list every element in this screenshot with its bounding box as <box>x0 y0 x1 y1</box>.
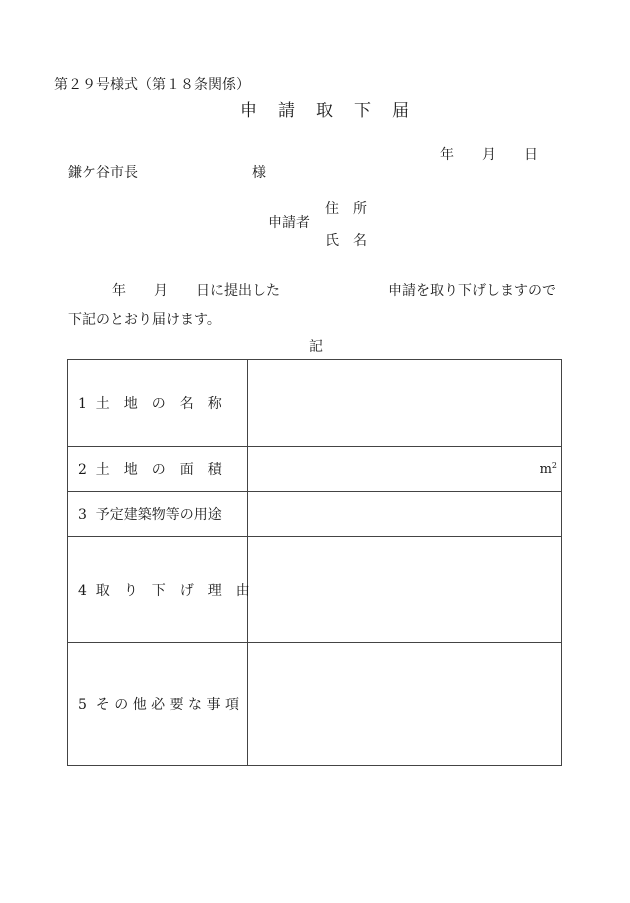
building-use-field[interactable] <box>248 492 562 537</box>
body-text-withdrawal: 申請を取り下げしますので <box>388 283 556 299</box>
row-label-land-area: 2 土 地 の 面 積 <box>68 447 248 492</box>
body-text-submission-date: 年 月 日に提出した <box>112 283 280 299</box>
table-row <box>68 643 562 766</box>
table-row <box>68 537 562 643</box>
date-line: 年 月 日 <box>440 147 538 163</box>
row-label-land-name: 1 土 地 の 名 称 <box>68 360 248 447</box>
land-name-field[interactable] <box>248 360 562 447</box>
table-row <box>68 447 562 492</box>
document-title: 申 請 取 下 届 <box>240 101 411 121</box>
form-number: 第２９号様式（第１８条関係） <box>54 77 250 93</box>
body-text-notice: 下記のとおり届けます。 <box>68 312 221 328</box>
row-label-building-use: 3 予定建築物等の用途 <box>68 492 248 537</box>
table-row <box>68 360 562 447</box>
row-label-other-matters: 5 そ の 他 必 要 な 事 項 <box>68 643 248 766</box>
address-label: 住 所 <box>325 201 367 217</box>
name-label: 氏 名 <box>325 233 367 249</box>
addressee: 鎌ケ谷市長 <box>68 165 138 181</box>
applicant-label: 申請者 <box>268 215 310 231</box>
table-row <box>68 492 562 537</box>
other-matters-field[interactable] <box>248 643 562 766</box>
ki-heading: 記 <box>309 339 323 355</box>
items-table <box>67 359 562 766</box>
land-area-field[interactable] <box>248 447 562 492</box>
addressee-suffix: 様 <box>252 165 266 181</box>
withdrawal-reason-field[interactable] <box>248 537 562 643</box>
row-label-withdrawal-reason: 4 取 り 下 げ 理 由 <box>68 537 248 643</box>
area-unit: $m^2$ <box>539 460 557 478</box>
